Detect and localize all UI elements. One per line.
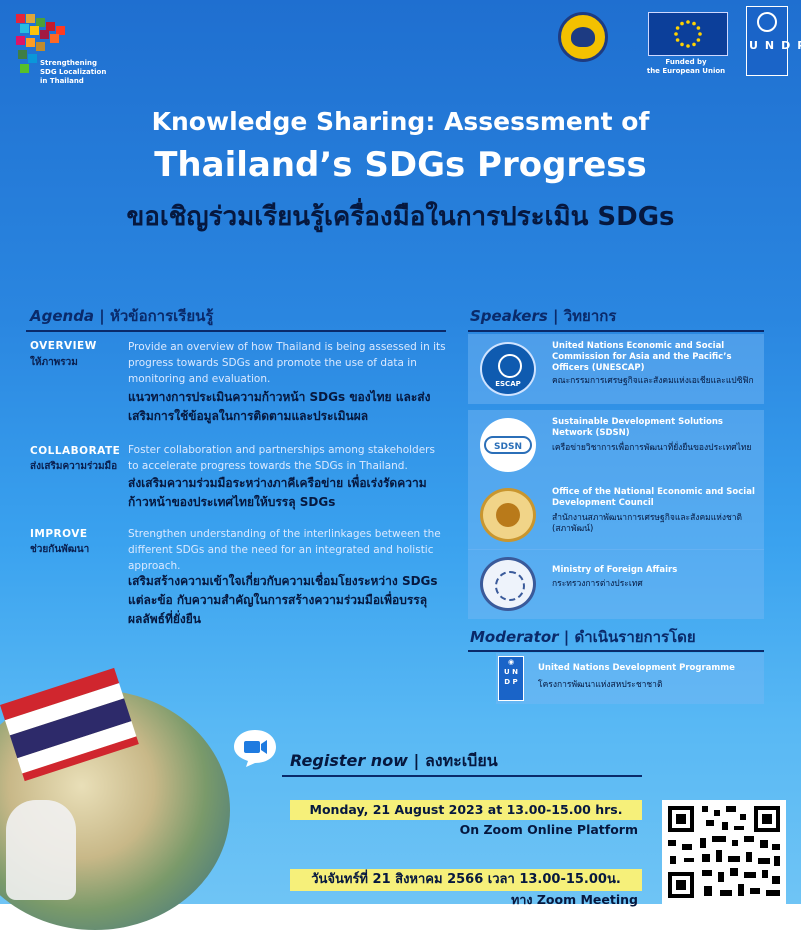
agenda-desc-overview: Provide an overview of how Thailand is being assessed in its progress towards SDGs and promote the use of data in monitoring and evaluation. (128, 341, 446, 385)
agenda-desc-improve-th: เสริมสร้างความเข้าใจเกี่ยวกับความเชื่อมโยงระหว่าง SDGs แต่ละข้อ กับความสำคัญในการสร้างความร่วมมือเพื่อบรรลุผลลัพธ์ที่ยั่งยืน (128, 574, 438, 626)
eu-funded-text (636, 58, 736, 76)
register-heading[interactable] (290, 749, 498, 774)
title-line-2: Thailand’s SDGs Progress (154, 145, 647, 185)
mfa-logo (480, 557, 536, 611)
escap-logo (480, 342, 536, 396)
sdsn-logo-text: SDSN (484, 436, 532, 454)
speakers-heading-sep: | (547, 307, 564, 325)
agenda-divider (26, 330, 446, 332)
eu-text-line-1: Funded by (665, 58, 707, 66)
agenda-heading (30, 304, 213, 328)
sdg-logo-line-1: Strengthening (40, 59, 98, 67)
agenda-desc-collaborate: Foster collaboration and partnerships among stakeholders to accelerate progress towards the SDGs in Thailand. (128, 444, 435, 472)
speakers-heading-en: Speakers (470, 307, 548, 325)
moderator-name-th: โครงการพัฒนาแห่งสหประชาชาติ (538, 680, 663, 690)
speaker-card-mfa (468, 549, 764, 619)
register-label-en[interactable]: Register now (290, 751, 408, 770)
escap-logo-text: ESCAP (495, 380, 521, 388)
speaker-name-th: คณะกรรมการเศรษฐกิจและสังคมแห่งเอเชียและแปซิฟิก (552, 376, 754, 386)
agenda-label-collaborate: COLLABORATE (30, 445, 121, 457)
event-platform-en: On Zoom Online Platform (459, 822, 638, 837)
nesdc-logo (480, 488, 536, 542)
agenda-label-collaborate-th: ส่งเสริมความร่วมมือ (30, 461, 118, 472)
agenda-label-overview: OVERVIEW (30, 340, 97, 352)
un-globe-icon (757, 12, 777, 32)
speaker-name-th: เครือข่ายวิชาการเพื่อการพัฒนาที่ยั่งยืนของประเทศไทย (552, 443, 752, 453)
speaker-name: Ministry of Foreign Affairs (552, 565, 678, 575)
speakers-divider (468, 330, 764, 332)
eu-text-line-2: the European Union (646, 67, 726, 75)
moderator-heading-en: Moderator (470, 628, 559, 646)
speakers-heading (470, 304, 616, 328)
agenda-label-improve: IMPROVE (30, 528, 88, 540)
agenda-desc-improve: Strengthen understanding of the interlinkages between the different SDGs and the need for an integrated and holistic approach. (128, 528, 441, 572)
agenda-heading-th: หัวข้อการเรียนรู้ (110, 307, 214, 325)
register-sep: | (407, 751, 425, 770)
speaker-name: United Nations Economic and Social Commission for Asia and the Pacific’s Officers (UNESCAP) (552, 341, 732, 373)
agenda-heading-en: Agenda (30, 307, 95, 325)
speaker-name-th: สำนักงานสภาพัฒนาการเศรษฐกิจและสังคมแห่งชาติ (สภาพัฒน์) (552, 513, 743, 534)
moderator-heading (470, 625, 696, 649)
speaker-name: Sustainable Development Solutions Network (SDSN) (552, 417, 723, 438)
register-label-th[interactable]: ลงทะเบียน (424, 751, 498, 770)
undp-small-logo: ◉ U N D P (498, 656, 524, 701)
agenda-desc-overview-th: แนวทางการประเมินความก้าวหน้า SDGs ของไทย และส่งเสริมการใช้ข้อมูลในการติดตามและประเมินผล (128, 390, 431, 423)
moderator-heading-th: ดำเนินรายการโดย (574, 628, 696, 646)
title-thai: ขอเชิญร่วมเรียนรู้เครื่องมือในการประเมิน SDGs (126, 202, 675, 232)
moderator-card-undp (496, 653, 764, 704)
undp-letters: UNDP (749, 39, 812, 52)
hand-image (6, 800, 76, 900)
undp-logo (746, 6, 812, 76)
agenda-label-improve-th: ช่วยกันพัฒนา (30, 544, 90, 555)
thai-government-seal-logo (558, 12, 608, 62)
moderator-heading-sep: | (558, 628, 575, 646)
speakers-heading-th: วิทยากร (563, 307, 617, 325)
title-line-1: Knowledge Sharing: Assessment of (151, 107, 650, 136)
event-date-th: วันจันทร์ที่ 21 สิงหาคม 2566 เวลา 13.00-15.00น. (290, 869, 642, 891)
moderator-name: United Nations Development Programme (538, 663, 735, 673)
sdg-logo-line-2: SDG Localization (40, 68, 107, 76)
registration-qr-code[interactable] (662, 800, 786, 904)
agenda-heading-sep: | (94, 307, 110, 325)
sdg-logo-line-3: in Thailand (40, 77, 84, 85)
speaker-name: Office of the National Economic and Social Development Council (552, 487, 755, 508)
video-camera-icon (232, 728, 278, 768)
speaker-card-nesdc (468, 480, 764, 550)
agenda-label-overview-th: ให้ภาพรวม (30, 357, 78, 368)
eu-flag-logo (648, 12, 728, 56)
sdsn-logo (480, 418, 536, 472)
speaker-card-sdsn (468, 410, 764, 480)
speaker-name-th: กระทรวงการต่างประเทศ (552, 579, 643, 589)
speaker-card-unescap (468, 334, 764, 404)
sdg-logo-text (40, 59, 106, 86)
register-divider (282, 775, 642, 777)
moderator-divider (468, 650, 764, 652)
event-date-en: Monday, 21 August 2023 at 13.00-15.00 hrs. (290, 800, 642, 820)
event-platform-th: ทาง Zoom Meeting (511, 892, 638, 907)
agenda-desc-collaborate-th: ส่งเสริมความร่วมมือระหว่างภาคีเครือข่าย เพื่อเร่งรัดความก้าวหน้าของประเทศไทยให้บรรลุ SDGs (128, 476, 427, 509)
